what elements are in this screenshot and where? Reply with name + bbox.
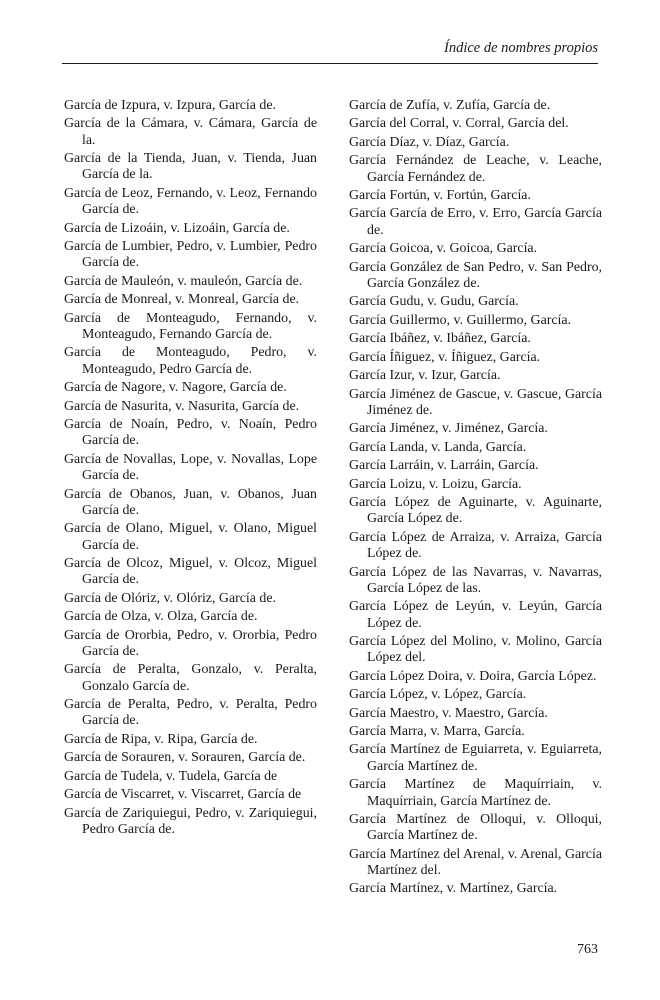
index-entry: García de Viscarret, v. Viscarret, García de (64, 787, 302, 803)
index-entry: García de la Cámara, v. Cámara, García de la. (64, 116, 317, 148)
index-entry: García de Monteagudo, Fernando, v. Monteagudo, Fernando García de. (64, 310, 317, 342)
index-entry: García de Peralta, Pedro, v. Peralta, Pedro García de. (64, 697, 317, 729)
index-entry: García de Ripa, v. Ripa, García de. (64, 731, 258, 747)
index-entry: García Ibáñez, v. Ibáñez, García. (349, 331, 531, 347)
index-entry: García Landa, v. Landa, García. (349, 439, 527, 455)
index-entry: García de Nagore, v. Nagore, García de. (64, 380, 287, 396)
index-entry: García López de Arraiza, v. Arraiza, García López de. (349, 529, 602, 562)
index-entry: García Martínez de Eguiarreta, v. Eguiarreta, García Martínez de. (349, 742, 602, 774)
index-entry: García de Olano, Miguel, v. Olano, Miguel García de. (64, 521, 317, 553)
index-entry: García de Monteagudo, Pedro, v. Monteagudo, Pedro García de. (64, 345, 317, 377)
index-entry: García de Mauleón, v. mauleón, García de. (64, 273, 303, 289)
index-entry: García Martínez de Olloqui, v. Olloqui, García Martínez de. (349, 811, 602, 844)
index-entry: García de Nasurita, v. Nasurita, García de. (64, 398, 300, 414)
index-entry: García Izur, v. Izur, García. (349, 368, 501, 384)
index-entry: García de Novallas, Lope, v. Novallas, Lope García de. (64, 451, 317, 484)
index-entry: García Fernández de Leache, v. Leache, García Fernández de. (349, 153, 602, 185)
index-entry: García López de Aguinarte, v. Aguinarte, García López de. (349, 495, 602, 527)
running-header: Índice de nombres propios (444, 40, 598, 56)
index-entry: García González de San Pedro, v. San Pedro, García González de. (349, 259, 602, 291)
index-entry: García de Obanos, Juan, v. Obanos, Juan García de. (64, 486, 317, 518)
index-entry: García Íñiguez, v. Íñiguez, García. (349, 349, 541, 365)
index-entry: García de Izpura, v. Izpura, García de. (64, 98, 276, 113)
index-entry: García de Monreal, v. Monreal, García de. (64, 292, 300, 308)
index-entry: García de Zariquiegui, Pedro, v. Zariquiegui, Pedro García de. (64, 805, 317, 837)
index-column-left (64, 98, 317, 840)
index-entry: García Martínez de Maquírriain, v. Maquírriain, García Martínez de. (349, 777, 602, 809)
index-entry: García Díaz, v. Díaz, García. (349, 134, 510, 150)
index-entry: García de Leoz, Fernando, v. Leoz, Fernando García de. (64, 185, 317, 218)
index-entry: García Jiménez, v. Jiménez, García. (349, 421, 548, 437)
index-entry: García de Noaín, Pedro, v. Noaín, Pedro García de. (64, 417, 317, 449)
index-entry: García de Olóriz, v. Olóriz, García de. (64, 590, 276, 606)
index-entry: García Maestro, v. Maestro, García. (349, 705, 548, 721)
index-entry: García de Lumbier, Pedro, v. Lumbier, Pedro García de. (64, 239, 317, 271)
index-entry: García de Tudela, v. Tudela, García de (64, 768, 278, 784)
index-entry: García de Peralta, Gonzalo, v. Peralta, Gonzalo García de. (64, 662, 317, 694)
header-rule (62, 63, 598, 64)
page-number: 763 (577, 942, 598, 957)
index-entry: García Jiménez de Gascue, v. Gascue, García Jiménez de. (349, 386, 602, 418)
index-entry: García del Corral, v. Corral, García del. (349, 116, 569, 132)
index-entry: García de Lizoáin, v. Lizoáin, García de. (64, 220, 290, 236)
index-entry: García López Doira, v. Doira, García López. (349, 668, 597, 684)
index-entry: García García de Erro, v. Erro, García García de. (349, 206, 602, 238)
index-entry: García López, v. López, García. (349, 687, 527, 703)
index-entry: García de Olza, v. Olza, García de. (64, 609, 258, 625)
index-entry: García de Olcoz, Miguel, v. Olcoz, Miguel García de. (64, 555, 317, 588)
index-entry: García Loizu, v. Loizu, García. (349, 476, 522, 492)
index-entry: García Martínez del Arenal, v. Arenal, García Martínez del. (349, 846, 602, 878)
index-entry: García Martínez, v. Martínez, García. (349, 881, 558, 897)
index-entry: García Fortún, v. Fortún, García. (349, 188, 531, 204)
index-entry: García Guillermo, v. Guillermo, García. (349, 312, 572, 328)
index-entry: García Gudu, v. Gudu, García. (349, 294, 519, 310)
index-entry: García de la Tienda, Juan, v. Tienda, Juan García de la. (64, 151, 317, 183)
index-entry: García López de Leyún, v. Leyún, García López de. (349, 599, 602, 631)
index-entry: García López del Molino, v. Molino, García López del. (349, 634, 602, 666)
index-entry: García Larráin, v. Larráin, García. (349, 458, 539, 474)
index-column-right (349, 98, 602, 900)
index-entry: García de Sorauren, v. Sorauren, García de. (64, 750, 306, 766)
index-entry: García López de las Navarras, v. Navarras, García López de las. (349, 564, 602, 596)
index-entry: García de Ororbia, Pedro, v. Ororbia, Pedro García de. (64, 627, 317, 659)
index-entry: García Goicoa, v. Goicoa, García. (349, 241, 538, 257)
index-entry: García de Zufía, v. Zufía, García de. (349, 98, 551, 113)
index-entry: García Marra, v. Marra, García. (349, 724, 525, 740)
